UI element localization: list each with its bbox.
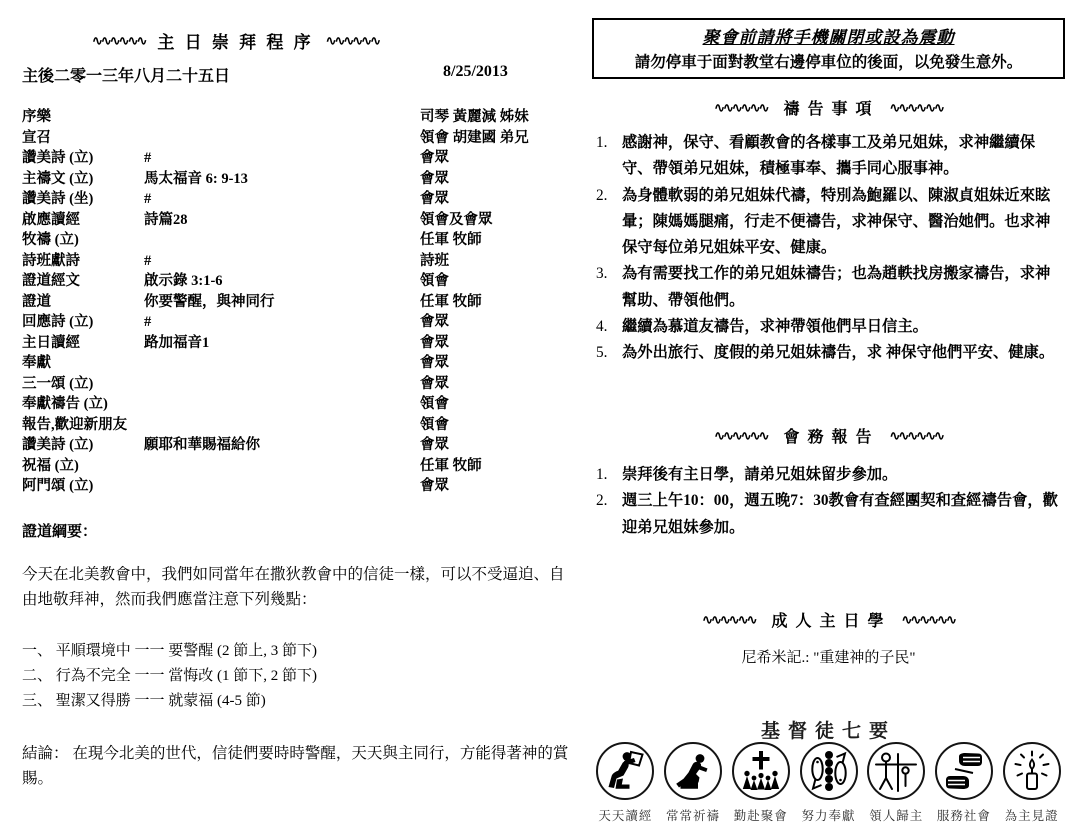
seven-item-reading [592, 742, 659, 824]
program-detail: 馬太福音 6: 9-13 [144, 170, 248, 187]
program-leader: 會眾 [420, 478, 449, 494]
prayer-item: 繼續為慕道友禱告，求神帶領他們早日信主。 [622, 318, 928, 336]
announce-list [622, 462, 1065, 541]
sermon-point: 二、 行為不完全 一一 當悔改 (1 節下, 2 節下) [22, 667, 317, 684]
date-numeric: 8/25/2013 [443, 63, 508, 80]
program-leader: 會眾 [420, 375, 449, 392]
program-row [22, 333, 570, 354]
program-item: 宣召 [22, 129, 51, 146]
program-leader: 領會及會眾 [420, 211, 493, 228]
page-title-row [92, 28, 570, 53]
program-item: 奉獻 [22, 355, 51, 371]
program-detail [144, 476, 420, 497]
program-detail [144, 374, 420, 395]
program-item: 詩班獻詩 [22, 252, 80, 269]
program-detail [144, 128, 420, 149]
prayer-item: 為外出旅行、度假的弟兄姐妹禱告，求 神保守他們平安、健康。 [622, 344, 1055, 362]
notice-box [592, 18, 1065, 79]
program-row [22, 353, 570, 374]
program-detail: 願耶和華賜福給你 [144, 437, 260, 453]
program-detail: 啟示錄 3:1-6 [144, 273, 223, 289]
program-detail [144, 456, 420, 477]
program-item: 主日讀經 [22, 334, 80, 351]
announce-heading: 會 務 報 告 [783, 429, 874, 446]
program-row [22, 251, 570, 272]
sermon-conclusion: 結論： 在現今北美的世代，信徒們要時時警醒，天天與主同行，方能得著神的賞賜。 [22, 744, 569, 787]
program-row [22, 476, 570, 497]
program-table [22, 107, 570, 497]
ornament-left-icon: ∿∿∿∿∿∿ [702, 611, 756, 627]
program-leader: 領會 [420, 273, 449, 289]
seven-essentials-title: 基督徒七要 [760, 721, 896, 742]
person-praying-icon [664, 742, 722, 800]
prayer-item: 為有需要找工作的弟兄姐妹禱告；也為趙軼找房搬家禱告，求神幫助、帶領他們。 [622, 265, 1051, 309]
program-leader: 任軍 牧師 [420, 232, 482, 248]
program-leader: 會眾 [420, 314, 449, 330]
program-detail [144, 107, 420, 128]
program-detail: 路加福音1 [144, 334, 210, 351]
announce-item: 週三上午10：00，週五晚7：30教會有查經團契和查經禱告會，歡迎弟兄姐妹參加。 [622, 492, 1058, 536]
program-detail: 你要警醒，與神同行 [144, 293, 275, 310]
program-row [22, 435, 570, 456]
date-row [22, 63, 570, 86]
serving-hands-icon [935, 742, 993, 800]
program-item: 讚美詩 (立) [22, 437, 94, 453]
program-leader: 會眾 [420, 334, 449, 351]
program-row [22, 271, 570, 292]
program-item: 三一頌 (立) [22, 375, 94, 392]
program-item: 讚美詩 (立) [22, 150, 94, 166]
program-item: 主禱文 (立) [22, 170, 94, 187]
prayer-list [622, 130, 1065, 367]
person-reading-icon [596, 742, 654, 800]
seven-item-label: 服務社會 [936, 809, 991, 823]
program-leader: 會眾 [420, 150, 449, 166]
fish-offering-icon [800, 742, 858, 800]
sermon-outline-heading: 證道綱要： [22, 523, 98, 540]
seven-item-leading [863, 742, 930, 824]
program-detail [144, 394, 420, 415]
school-heading-row [592, 608, 1065, 631]
program-leader: 任軍 牧師 [420, 293, 482, 310]
program-row [22, 107, 570, 128]
program-row [22, 312, 570, 333]
program-item: 祝福 (立) [22, 457, 79, 474]
seven-essentials-row [592, 742, 1065, 824]
program-detail: # [144, 314, 152, 330]
program-row [22, 210, 570, 231]
notice-parking: 請勿停車于面對教堂右邊停車位的後面，以免發生意外。 [634, 54, 1023, 71]
seven-item-serving [931, 742, 998, 824]
seven-item-gathering [727, 742, 794, 824]
candle-icon [1003, 742, 1061, 800]
ornament-right-icon: ∿∿∿∿∿∿ [889, 99, 943, 115]
seven-item-label: 天天讀經 [598, 809, 653, 823]
program-leader: 司琴 黃麗減 姊妹 [420, 109, 529, 125]
program-row [22, 374, 570, 395]
ornament-right-icon: ∿∿∿∿∿∿ [901, 611, 955, 627]
program-item: 序樂 [22, 109, 51, 125]
program-leader: 詩班 [420, 252, 449, 269]
program-detail: # [144, 150, 152, 166]
prayer-item: 感謝神，保守、看顧教會的各樣事工及弟兄姐妹，求神繼續保守、帶領弟兄姐妹，積極事奉、攜手同心服事神。 [622, 134, 1036, 178]
program-leader: 領會 [420, 396, 449, 412]
sermon-intro: 今天在北美教會中，我們如同當年在撒狄教會中的信徒一樣，可以不受逼迫、自由地敬拜神，然而我們應當注意下列幾點： [22, 565, 565, 608]
program-detail [144, 353, 420, 374]
program-item: 證道經文 [22, 273, 80, 289]
program-item: 牧禱 (立) [22, 232, 79, 248]
program-item: 證道 [22, 293, 51, 310]
seven-item-label: 為主見證 [1004, 809, 1059, 823]
prayer-item: 為身體軟弱的弟兄姐妹代禱，特別為鮑羅以、陳淑貞姐妹近來眩暈；陳媽媽腿痛，行走不便禱告，求神保守、醫治她們。也求神保守每位弟兄姐妹平安、健康。 [622, 186, 1051, 257]
program-item: 啟應讀經 [22, 211, 80, 228]
program-item: 讚美詩 (坐) [22, 191, 94, 207]
program-row [22, 415, 570, 436]
program-row [22, 148, 570, 169]
ornament-left-icon: ∿∿∿∿∿∿ [714, 99, 768, 115]
program-row [22, 128, 570, 149]
seven-item-witness [998, 742, 1065, 824]
seven-item-label: 勤赴聚會 [733, 809, 788, 823]
date-chinese: 主後二零一三年八月二十五日 [22, 68, 231, 85]
ornament-right-icon: ∿∿∿∿∿∿ [889, 427, 943, 443]
ornament-left-icon: ∿∿∿∿∿∿ [714, 427, 768, 443]
program-detail [144, 230, 420, 251]
program-item: 阿門頌 (立) [22, 478, 94, 494]
program-row [22, 456, 570, 477]
program-row [22, 292, 570, 313]
seven-item-offering [795, 742, 862, 824]
seven-item-label: 領人歸主 [869, 809, 924, 823]
worship-order-column [22, 0, 570, 791]
sermon-points [22, 639, 570, 714]
program-leader: 領會 [420, 416, 449, 433]
program-leader: 會眾 [420, 191, 449, 207]
program-item: 報告,歡迎新朋友 [22, 416, 128, 433]
program-detail: # [144, 191, 152, 207]
program-detail [144, 415, 420, 436]
program-item: 回應詩 (立) [22, 314, 94, 330]
program-detail: # [144, 252, 152, 269]
seven-item-praying [660, 742, 727, 824]
program-row [22, 230, 570, 251]
program-detail: 詩篇28 [144, 211, 188, 228]
seven-item-label: 常常祈禱 [666, 809, 721, 823]
program-leader: 任軍 牧師 [420, 457, 482, 474]
program-row [22, 169, 570, 190]
sermon-point: 一、 平順環境中 一一 要警醒 (2 節上, 3 節下) [22, 642, 317, 659]
school-text: 尼希米記.: "重建神的子民" [741, 650, 916, 666]
notice-phone: 聚會前請將手機關閉或設為震動 [702, 28, 955, 47]
program-leader: 會眾 [420, 170, 449, 187]
program-leader: 會眾 [420, 437, 449, 453]
cross-congregation-icon [732, 742, 790, 800]
page-title: 主 日 崇 拜 程 序 [157, 33, 314, 52]
announce-heading-row [592, 424, 1065, 447]
program-row [22, 189, 570, 210]
seven-item-label: 努力奉獻 [801, 809, 856, 823]
program-leader: 會眾 [420, 355, 449, 371]
ornament-right-icon: ∿∿∿∿∿∿ [325, 32, 379, 48]
prayer-heading-row [592, 96, 1065, 119]
program-item: 奉獻禱告 (立) [22, 396, 108, 412]
sermon-point: 三、 聖潔又得勝 一一 就蒙福 (4-5 節) [22, 692, 266, 709]
school-heading: 成 人 主 日 學 [771, 613, 886, 630]
person-cross-icon [867, 742, 925, 800]
program-leader: 領會 胡建國 弟兄 [420, 129, 529, 146]
announce-item: 崇拜後有主日學，請弟兄姐妹留步參加。 [622, 466, 898, 483]
ornament-left-icon: ∿∿∿∿∿∿ [92, 32, 146, 48]
prayer-heading: 禱 告 事 項 [783, 101, 874, 118]
program-row [22, 394, 570, 415]
